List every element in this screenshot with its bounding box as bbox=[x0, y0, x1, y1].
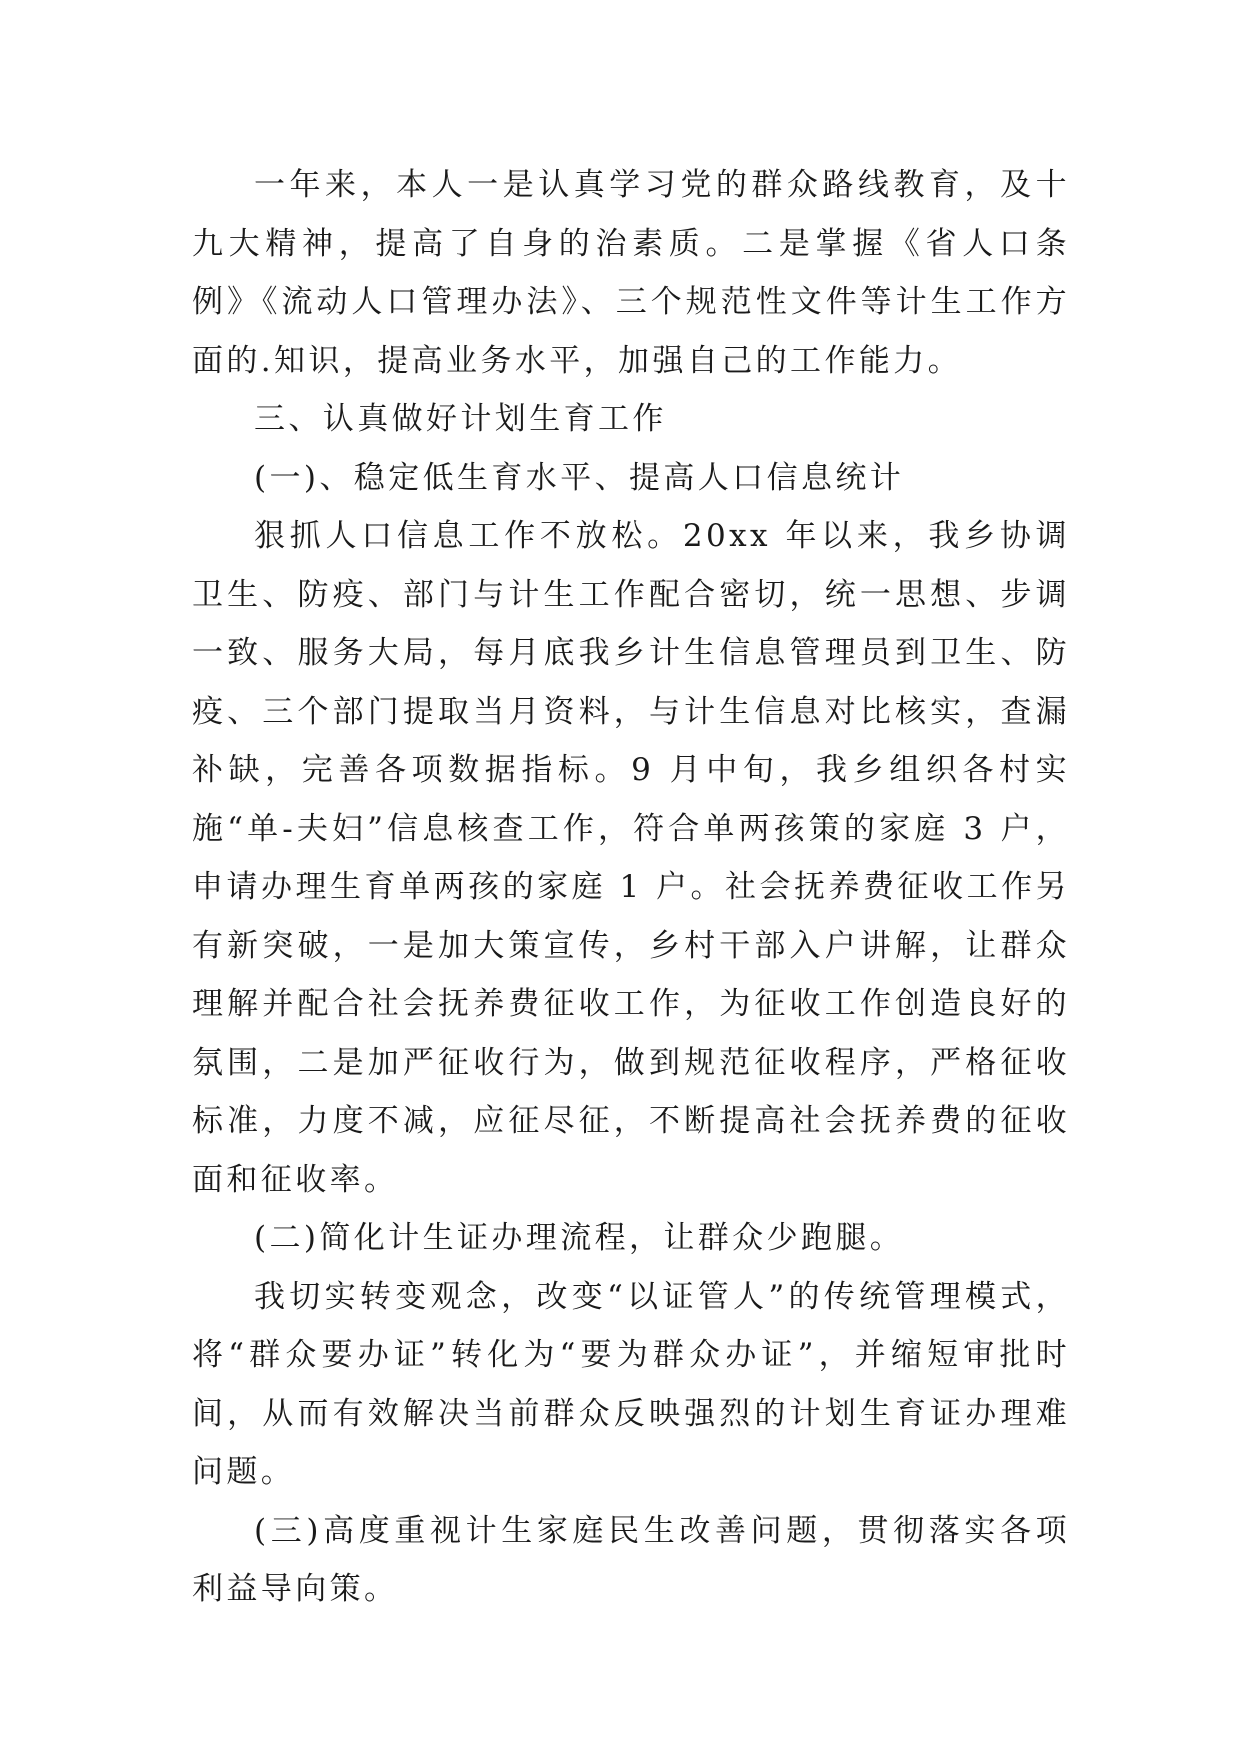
subheading-simplify-certificate: (二)简化计生证办理流程，让群众少跑腿。 bbox=[254, 1220, 905, 1256]
subheading-population-statistics: (一)、稳定低生育水平、提高人口信息统计 bbox=[254, 459, 905, 496]
document-body bbox=[192, 156, 1070, 1619]
paragraph-certificate-reform: 我切实转变观念，改变“以证管人”的传统管理模式，将“群众要办证”转化为“要为群众办证”，并缩短审批时间，从而有效解决当前群众反映强烈的计划生育证办理难问题。 bbox=[192, 1278, 1070, 1490]
paragraph-population-info: 狠抓人口信息工作不放松。20xx 年以来，我乡协调卫生、防疫、部门与计生工作配合密切，统一思想、步调一致、服务大局，每月底我乡计生信息管理员到卫生、防疫、三个部门提取当月资料，与计生信息对比核实，查漏补缺，完善各项数据指标。9 月中旬，我乡组织各村实施“单-夫妇”信息核查工作，符合单两孩策的家庭 3 户，申请办理生育单两孩的家庭 1 户。社会抚养费征收工作另有新突破，一是加大策宣传，乡村干部入户讲解，让群众理解并配合社会抚养费征收工作，为征收工作创造良好的氛围，二是加严征收行为，做到规范征收程序，严格征收标准，力度不减，应征尽征，不断提高社会抚养费的征收面和征收率。 bbox=[192, 518, 1070, 1198]
paragraph-self-study: 一年来，本人一是认真学习党的群众路线教育，及十九大精神，提高了自身的治素质。二是掌握《省人口条例》《流动人口管理办法》、三个规范性文件等计生工作方面的.知识，提高业务水平，加强自己的工作能力。 bbox=[192, 167, 1070, 379]
subheading-livelihood: (三)高度重视计生家庭民生改善问题，贯彻落实各项利益导向策。 bbox=[192, 1512, 1070, 1607]
section-heading-family-planning: 三、认真做好计划生育工作 bbox=[254, 401, 667, 437]
